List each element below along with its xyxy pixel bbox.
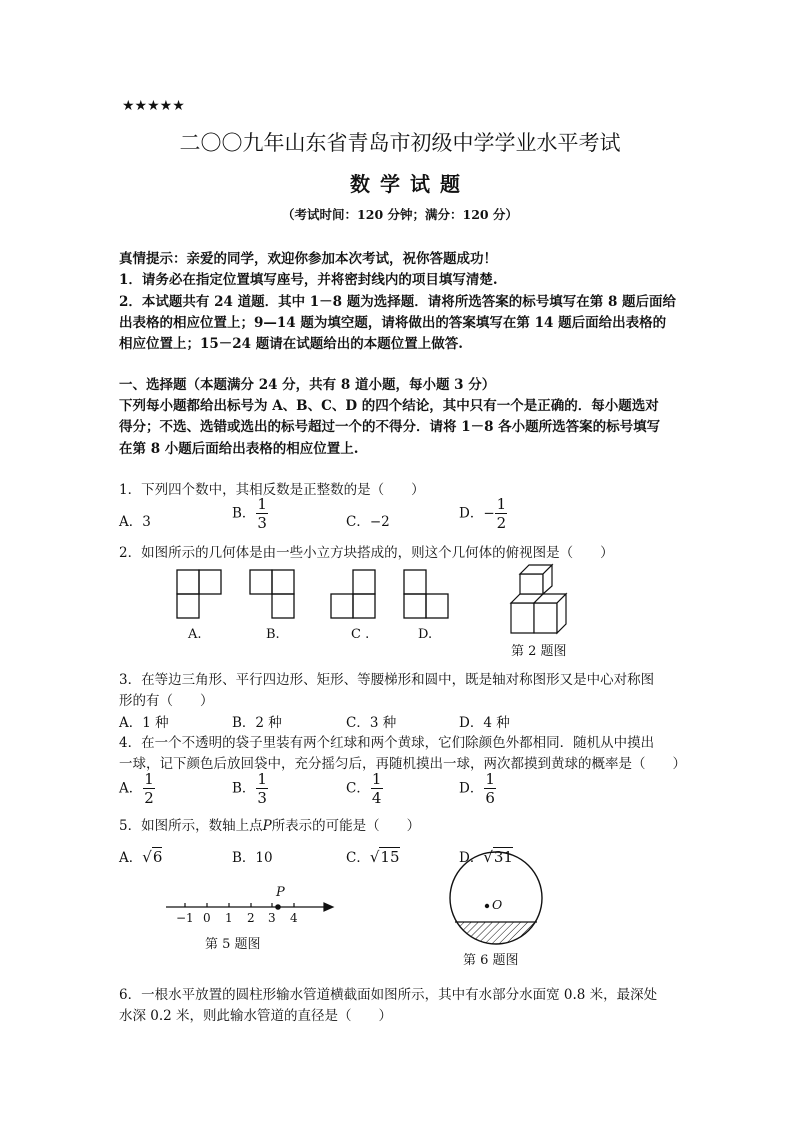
q1-option-b: B． $\frac{1}{3}$ [232, 495, 267, 532]
q4-option-c: C． $\frac{1}{4}$ [346, 770, 382, 807]
q6-stem-2: 水深 0.2 米，则此输水管道的直径是（ ） [119, 1008, 393, 1024]
q5-option-c: C．√15 [346, 848, 400, 866]
q2-option-b-label: B. [266, 627, 280, 642]
q5-tick-4: 4 [290, 911, 298, 925]
q5-option-a: A．√6 [119, 848, 163, 866]
q4-stem-1: 4．在一个不透明的袋子里装有两个红球和两个黄球，它们除颜色外都相同．随机从中摸出 [119, 735, 655, 751]
section-1-title: 一、选择题（本题满分 24 分，共有 8 道小题，每小题 3 分） [119, 377, 496, 393]
difficulty-stars: ★★★★★ [122, 98, 185, 114]
q4-option-d: D． $\frac{1}{6}$ [459, 770, 495, 807]
q1-option-a: A．3 [119, 514, 151, 530]
q4-stem-2: 一球，记下颜色后放回袋中，充分摇匀后，再随机摸出一球，两次都摸到黄球的概率是（ ） [119, 756, 686, 772]
q5-tick-1: 1 [225, 911, 233, 925]
notice-line-4: 出表格的相应位置上；9—14 题为填空题，请将做出的答案填写在第 14 题后面给出表格的 [119, 315, 667, 331]
q2-stem: 2．如图所示的几何体是由一些小立方块搭成的，则这个几何体的俯视图是（ ） [119, 545, 614, 561]
q4-option-b: B． $\frac{1}{3}$ [232, 770, 267, 807]
exam-subtitle: 数学试题 [350, 172, 470, 196]
q3-stem-2: 形的有（ ） [119, 693, 214, 709]
q2-figure-caption: 第 2 题图 [511, 644, 567, 659]
section-1-desc-2: 得分；不选、选错或选出的标号超过一个的不得分．请将 1－8 各小题所选答案的标号填写 [119, 419, 661, 435]
notice-line-1: 真情提示：亲爱的同学，欢迎你参加本次考试，祝你答题成功！ [119, 251, 497, 267]
q3-stem-1: 3．在等边三角形、平行四边形、矩形、等腰梯形和圆中，既是轴对称图形又是中心对称图 [119, 672, 655, 688]
q2-option-c-label: C . [351, 627, 370, 642]
section-1-desc-1: 下列每小题都给出标号为 A、B、C、D 的四个结论，其中只有一个是正确的．每小题选对 [119, 398, 659, 414]
q5-option-d: D．√31 [459, 848, 513, 866]
q4-option-a: A． $\frac{1}{2}$ [119, 770, 154, 807]
q5-tick--1: −1 [176, 911, 194, 925]
q5-tick-2: 2 [247, 911, 255, 925]
q6-center-point [485, 904, 489, 908]
q1-stem: 1．下列四个数中，其相反数是正整数的是（ ） [119, 482, 425, 498]
exam-time-info: （考试时间：120 分钟；满分：120 分） [282, 207, 518, 222]
q5-figure-caption: 第 5 题图 [205, 937, 261, 952]
notice-line-2: 1．请务必在指定位置填写座号，并将密封线内的项目填写清楚. [119, 272, 498, 288]
q5-tick-0: 0 [203, 911, 211, 925]
q1-option-c: C．−2 [346, 514, 390, 530]
notice-line-5: 相应位置上；15－24 题请在试题给出的本题位置上做答. [119, 336, 463, 352]
q3-option-c: C．3 种 [346, 715, 397, 731]
q6-center-label: O [492, 897, 503, 912]
q5-tick-3: 3 [268, 911, 276, 925]
notice-line-3: 2．本试题共有 24 道题．其中 1－8 题为选择题．请将所选答案的标号填写在第 8 题后面给 [119, 294, 677, 310]
exam-title: 二〇〇九年山东省青岛市初级中学学业水平考试 [179, 131, 621, 155]
q6-stem-1: 6．一根水平放置的圆柱形输水管道横截面如图所示，其中有水部分水面宽 0.8 米，最深处 [119, 987, 658, 1003]
q2-option-a-label: A. [188, 627, 202, 642]
q3-option-b: B．2 种 [232, 715, 282, 731]
q5-stem: 5．如图所示，数轴上点P所表示的可能是（ ） [119, 818, 421, 834]
q3-option-d: D．4 种 [459, 715, 510, 731]
q3-option-a: A．1 种 [119, 715, 169, 731]
q6-figure-caption: 第 6 题图 [463, 953, 519, 968]
section-1-desc-3: 在第 8 小题后面给出表格的相应位置上. [119, 441, 359, 457]
q5-point-label: P [276, 885, 285, 900]
q5-option-b: B．10 [232, 850, 273, 866]
q2-option-d-label: D. [418, 627, 433, 642]
q1-option-d: D．− $\frac{1}{2}$ [459, 495, 507, 532]
